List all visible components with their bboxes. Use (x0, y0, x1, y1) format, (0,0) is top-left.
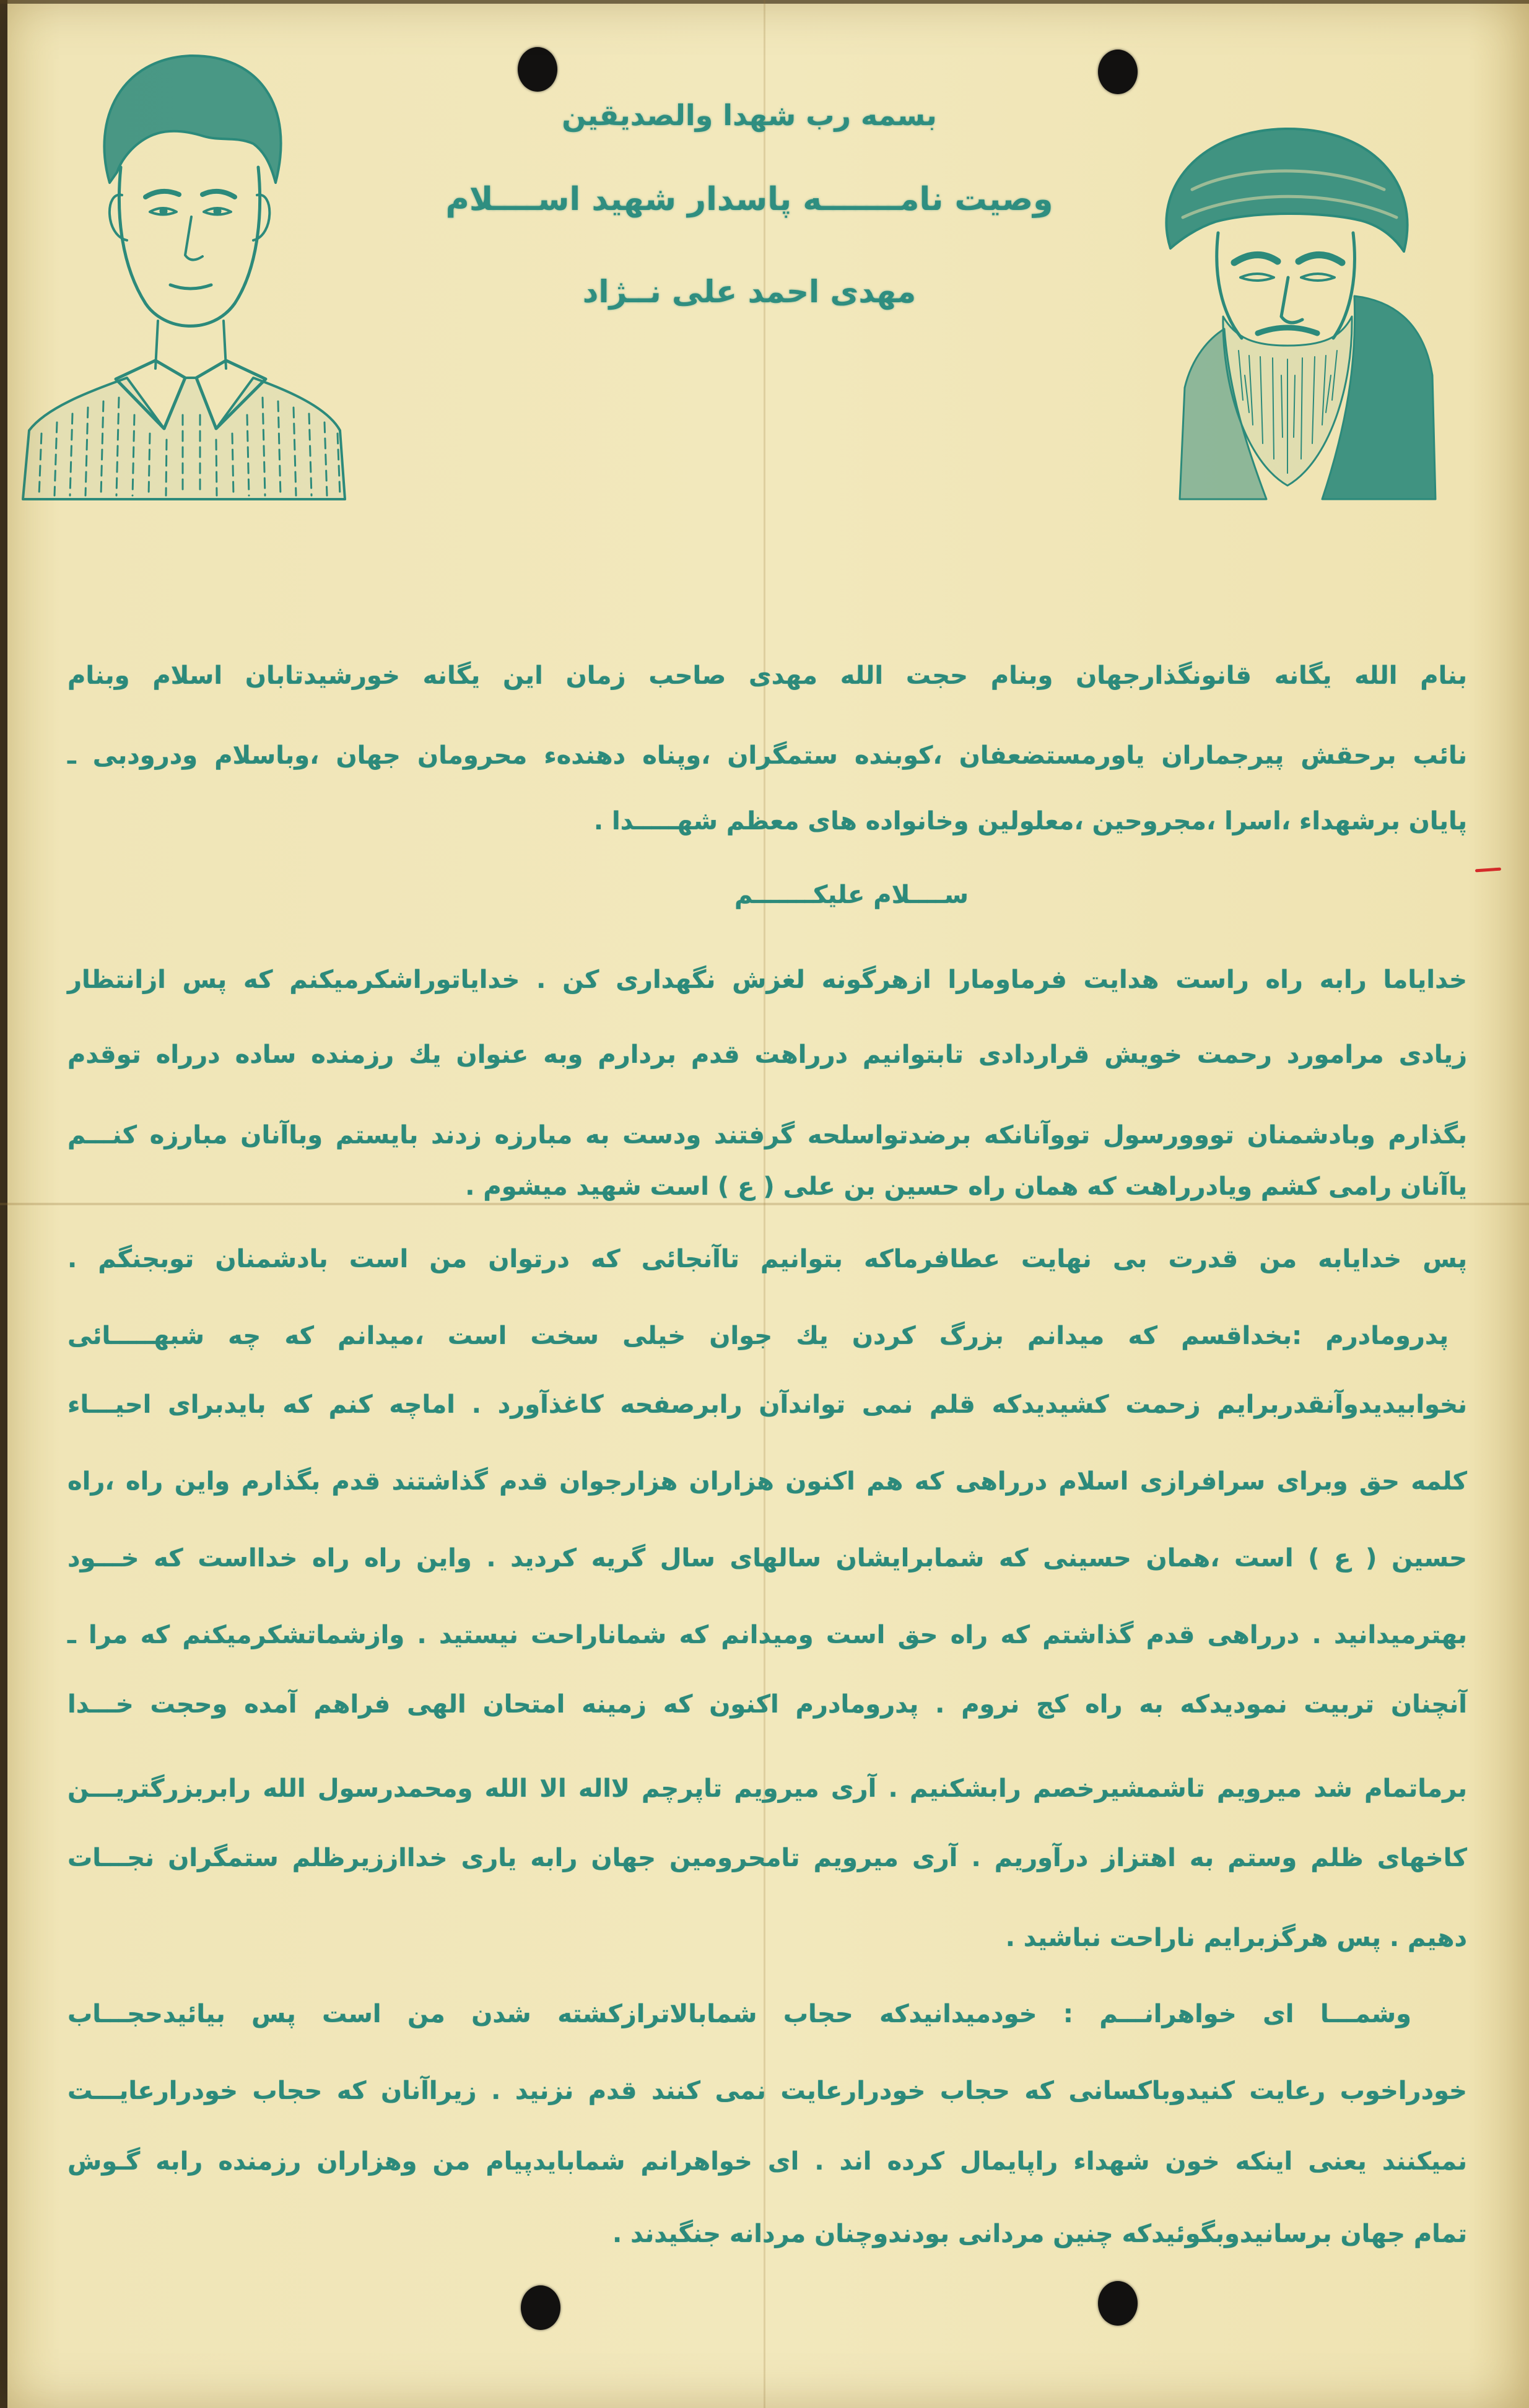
opening-line: پایان برشهداء ،اسرا ،مجروحین ،معلولین وخانواده های معظم شهـــــدا . (593, 807, 1467, 835)
parents-line: بهترمیدانید . درراهی قدم گذاشتم که راه حق است ومیدانم که شماناراحت نیستید . وازشماتشکرمیکنم که مرا ـ (68, 1621, 1467, 1649)
nose (1281, 277, 1302, 323)
nose (185, 217, 203, 260)
prayer-line: یاآنان رامی کشم ویادرراهت که همان راه حسین بن علی ( ع ) است شهید میشوم . (465, 1172, 1467, 1201)
greeting-line: ســــلام علیکـــــــم (734, 881, 969, 909)
punch-hole (1098, 2281, 1138, 2326)
parents-line: کلمه حق وبرای سرافرازی اسلام درراهی که هم اکنون هزاران هزارجوان قدم گذاشتند قدم بگذارم واین راه ،راه (68, 1467, 1467, 1496)
punch-hole (521, 2285, 560, 2330)
parents-line: کاخهای ظلم وستم به اهتزاز درآوریم . آری میرویم تامحرومین جهان رابه یاری خدااززیرظلم ستمگران نجـــات (68, 1844, 1467, 1872)
mouth (170, 285, 211, 289)
sisters-line: تمام جهان برسانیدوبگوئیدکه چنین مردانی بودندوچنان مردانه جنگیدند . (612, 2220, 1467, 2248)
parents-line: آنچنان تربیت نمودیدکه به راه کج نروم . پدرومادرم اکنون که زمینه امتحان الهی فراهم آمده وحجت خـــدا (68, 1690, 1467, 1719)
mustache (1258, 328, 1317, 333)
prayer-line: زیادی مرامورد رحمت خویش قراردادی تابتوانیم درراهت قدم بردارم وبه عنوان یك رزمنده ساده درراه توقدم (68, 1040, 1467, 1069)
portrait-lines (1166, 129, 1435, 499)
eyebrows (146, 191, 235, 197)
parents-line: نخوابیدیدوآنقدربرایم زحمت کشیدیدکه قلم نمی تواندآن رابرصفحه کاغذآورد . اماچه کنم که بایدبرای احیـــاء (68, 1390, 1467, 1419)
opening-line: بنام الله یگانه قانونگذارجهان وبنام حجت الله مهدی صاحب زمان این یگانه خورشیدتابان اسلام وبنام (68, 661, 1467, 690)
martyr-name: مهدی احمد علی نــژاد (582, 274, 917, 310)
document-title: وصیت نامـــــــه پاسدار شهید اســــلام (445, 181, 1053, 218)
young-man-portrait (23, 31, 345, 499)
invocation-heading: بسمه رب شهدا والصدیقین (562, 98, 937, 132)
portrait-lines (23, 56, 345, 499)
parents-line: دهیم . پس هرگزبرایم ناراحت نباشید . (1005, 1924, 1467, 1952)
parents-line: پدرومادرم :بخداقسم که میدانم بزرگ کردن یك جوان خیلی سخت است ،میدانم که چه شبهـــــائی (68, 1322, 1448, 1350)
hair (104, 56, 281, 183)
right-pupil (214, 207, 221, 215)
neck (155, 321, 226, 369)
sisters-line: وشمـــا ای خواهرانـــم : خودمیدانیدکه حجاب شمابالاترازکشته شدن من است پس بیائیدحجـــاب (68, 2000, 1411, 2028)
right-ear (253, 195, 269, 240)
punch-hole (1098, 50, 1138, 94)
opening-line: نائب برحقش پیرجماران یاورمستضعفان ،کوبنده ستمگران ،وپناه دهندهء محرومان جهان ،وباسلام ودرودبی ـ (68, 741, 1467, 770)
eyebrows (1234, 255, 1342, 263)
turban (1166, 129, 1407, 251)
left-pupil (160, 207, 167, 215)
sisters-line: نمیکنند یعنی اینکه خون شهداء راپایمال کرده اند . ای خواهرانم شمابایدپیام من وهزاران رزمنده رابه گـوش (68, 2147, 1467, 2176)
red-ink-mark (1475, 868, 1501, 873)
face-outline (119, 167, 259, 326)
prayer-line: خدایاما رابه راه راست هدایت فرماومارا ازهرگونه لغزش نگهداری کن . خدایاتوراشکرمیکنم که پس ازانتظار (68, 966, 1467, 994)
prayer-line: بگذارم وبادشمنان تووورسول تووآنانکه برضدتواسلحه گرفتند ودست به مبارزه زدند بایستم وباآنان مبارزه کنـــم (68, 1121, 1467, 1149)
parents-line: برماتمام شد میرویم تاشمشیرخصم رابشکنیم . آری میرویم تاپرچم لااله الا الله ومحمدرسول الله رابربزرگتریـــن (68, 1774, 1467, 1803)
parents-line: حسین ( ع ) است ،همان حسینی که شمابرایشان سالهای سال گریه کردید . واین راه راه خدااست که خـــود (68, 1544, 1467, 1573)
cleric-portrait (1136, 115, 1435, 499)
sisters-line: خودراخوب رعایت کنیدوباکسانی که حجاب خودرارعایت نمی کنند قدم نزنید . زیراآنان که حجاب خودرارعایـــت (68, 2077, 1467, 2105)
punch-hole (518, 47, 557, 92)
plea-line: پس خدایابه من قدرت بی نهایت عطافرماکه بتوانیم تاآنجائی که درتوان من است بادشمنان توبجنگم . (68, 1245, 1467, 1273)
